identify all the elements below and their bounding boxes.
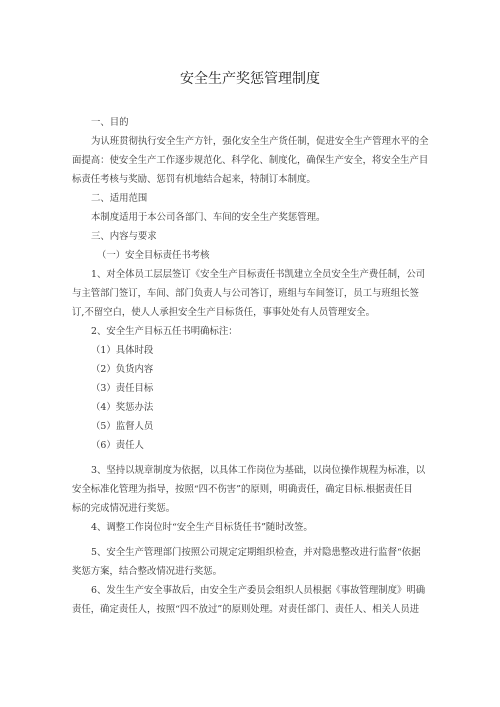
text-line: 一、目的 <box>91 117 129 128</box>
text-line: （2）负货内容 <box>91 364 154 375</box>
text-line: 订,不留空白，使人人承担安全生产目标货任，事事处处有人员管理安全。 <box>72 307 375 318</box>
text-line: 2、安全生产目标五任书明确标注： <box>91 326 238 337</box>
text-line: 与主管部门签订，车间、部门负责人与公司答订，班组与车间签订，员工与班组长签 <box>72 288 419 299</box>
text-line: 责任，确定责任人，按照“四不放过”的原则处理。对责任部门、责任人、相关人员进 <box>72 604 420 615</box>
text-line: 面提高：使安全生产工作逐步规范化、科学化、制度化，确保生产安全，将安全生产目 <box>72 155 429 166</box>
text-line: （1）具体时段 <box>91 345 154 356</box>
text-line: 4、调整工作岗位时“安全生产目标货任书”随时改签。 <box>91 522 313 533</box>
text-line: 6、发生生产安全事故后，由安全生产委员会组织人员根据《事故管理制度》明确 <box>91 585 426 596</box>
text-line: 为认班贯彻执行安全生产方针，强化安全生产货任制，促进安全生产管理水平的全 <box>91 136 429 147</box>
text-line: （6）责任人 <box>91 440 144 451</box>
document-title: 安全生产奖惩管理制度 <box>180 71 320 87</box>
text-line: 标的完成情况进行奖惩。 <box>72 503 176 514</box>
text-line: 5、安全生产管理部门按照公司规定定期组织检查，并对隐患整改进行监督“依据 <box>91 547 421 558</box>
text-line: 标责任考核与奖励、惩罚有机地结合起来，特制订本制度。 <box>72 174 316 185</box>
text-line: （一）安全目标责任书考核 <box>97 250 210 261</box>
text-line: 奖惩方案，结合整改情况进行奖惩。 <box>72 566 223 577</box>
text-line: 安全标准化管理为指导，按照“四不伤害”的原则，明确责任，确定目标.根据责任目 <box>72 484 413 495</box>
text-line: 三、内容与要求 <box>91 231 157 242</box>
text-line: 本制度适用于本公司各部门、车间的安全生产奖惩管理。 <box>91 212 326 223</box>
text-line: 二、适用范围 <box>91 193 148 204</box>
text-line: （5）监督人员 <box>91 421 154 432</box>
text-line: 1、对全体员工层层签订《安全生产目标责任书凯建立全员安全生产费任制，公司 <box>91 269 426 280</box>
text-line: （3）责任目标 <box>91 383 154 394</box>
text-line: （4）奖惩办法 <box>91 402 154 413</box>
text-line: 3、坚持以规章制度为依据，以具体工作岗位为基础，以岗位操作规程为标准，以 <box>91 465 426 476</box>
